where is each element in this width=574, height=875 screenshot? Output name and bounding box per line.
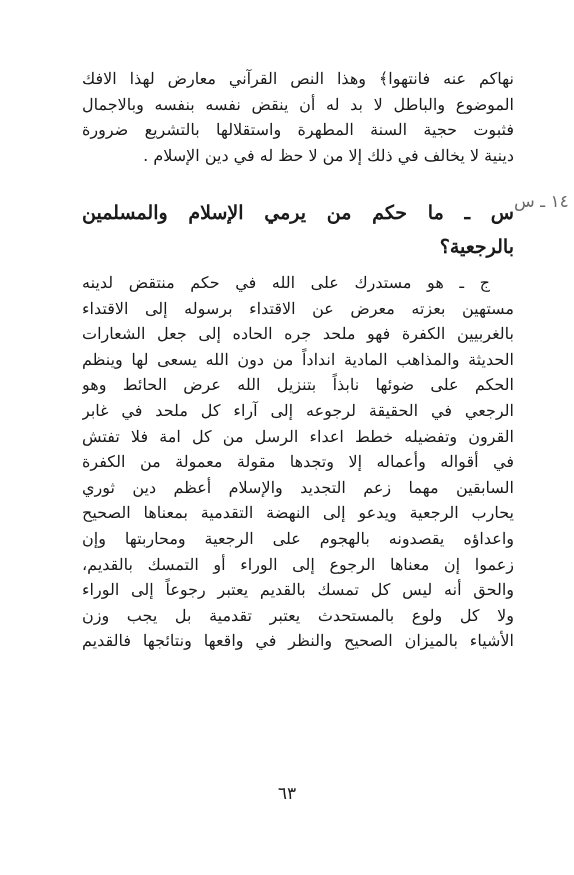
answer-paragraph xyxy=(82,270,514,654)
text-line: بالغربيين الكفرة فهو ملحد جره الحاده إلى جعل الشعارات xyxy=(82,324,514,344)
text-line: الموضوع والباطل لا بد له أن ينقض نفسه بنفسه وبالاجمال xyxy=(82,94,514,114)
text-line: الرجعي في الحقيقة لرجوعه إلى آراء كل ملحد في غابر xyxy=(82,400,514,420)
question-line: س ـ ما حكم من يرمي الإسلام والمسلمين xyxy=(82,202,514,224)
text-line: ولا كل ولوع بالمستحدث يعتبر تقدمية بل يجب وزن xyxy=(82,605,514,625)
text-line: دينية لا يخالف في ذلك إلا من لا حظ له في دين الإسلام . xyxy=(143,145,514,165)
text-line: السابقين مهما زعم التجديد والإسلام أعظم دين ثوري xyxy=(82,477,514,497)
text-line: الحكم على ضوئها نابذاً بتنزيل الله عرض الحائط وهو xyxy=(82,375,514,395)
paragraph-top xyxy=(82,66,514,168)
text-line: يحارب الرجعية ويدعو إلى النهضة التقدمية بمعناها الصحيح xyxy=(82,503,514,523)
text-line: الحديثة والمذاهب المادية انداداً من دون الله يسعى لها وينظم xyxy=(82,349,514,369)
text-line: ج ـ هو مستدرك على الله في حكم منتقض لدينه xyxy=(82,273,490,292)
page-number: ٦٣ xyxy=(277,784,297,804)
question-line: بالرجعية؟ xyxy=(439,236,514,258)
text-line: فثبوت حجية السنة المطهرة واستقلالها بالتشريع ضرورة xyxy=(82,120,514,140)
handwritten-margin-note: ١٤ ـ س xyxy=(514,192,569,212)
text-line: زعموا إن معناها الرجوع إلى الوراء أو التمسك بالقديم، xyxy=(82,554,514,574)
text-line: مستهين بعزته معرض عن الاقتداء برسوله إلى الاقتداء xyxy=(82,298,514,318)
text-line: القرون وتفضيله خطط اعداء الرسل من كل امة فلا تفتش xyxy=(82,426,514,446)
text-line: نهاكم عنه فانتهوا﴾ وهذا النص القرآني معارض لهذا الافك xyxy=(82,69,514,88)
text-line: والحق أنه ليس كل تمسك بالقديم يعتبر رجوعاً إلى الوراء xyxy=(82,580,514,600)
text-line: في أقواله وأعماله إلا وتجدها مقولة معمولة من الكفرة xyxy=(82,452,514,472)
question-heading xyxy=(82,196,514,264)
text-line: الأشياء بالميزان الصحيح والنظر في واقعها ونتائجها فالقديم xyxy=(82,631,514,651)
text-line: واعداؤه يقصدونه بالهجوم على الرجعية ومحاربتها وإن xyxy=(82,528,514,548)
